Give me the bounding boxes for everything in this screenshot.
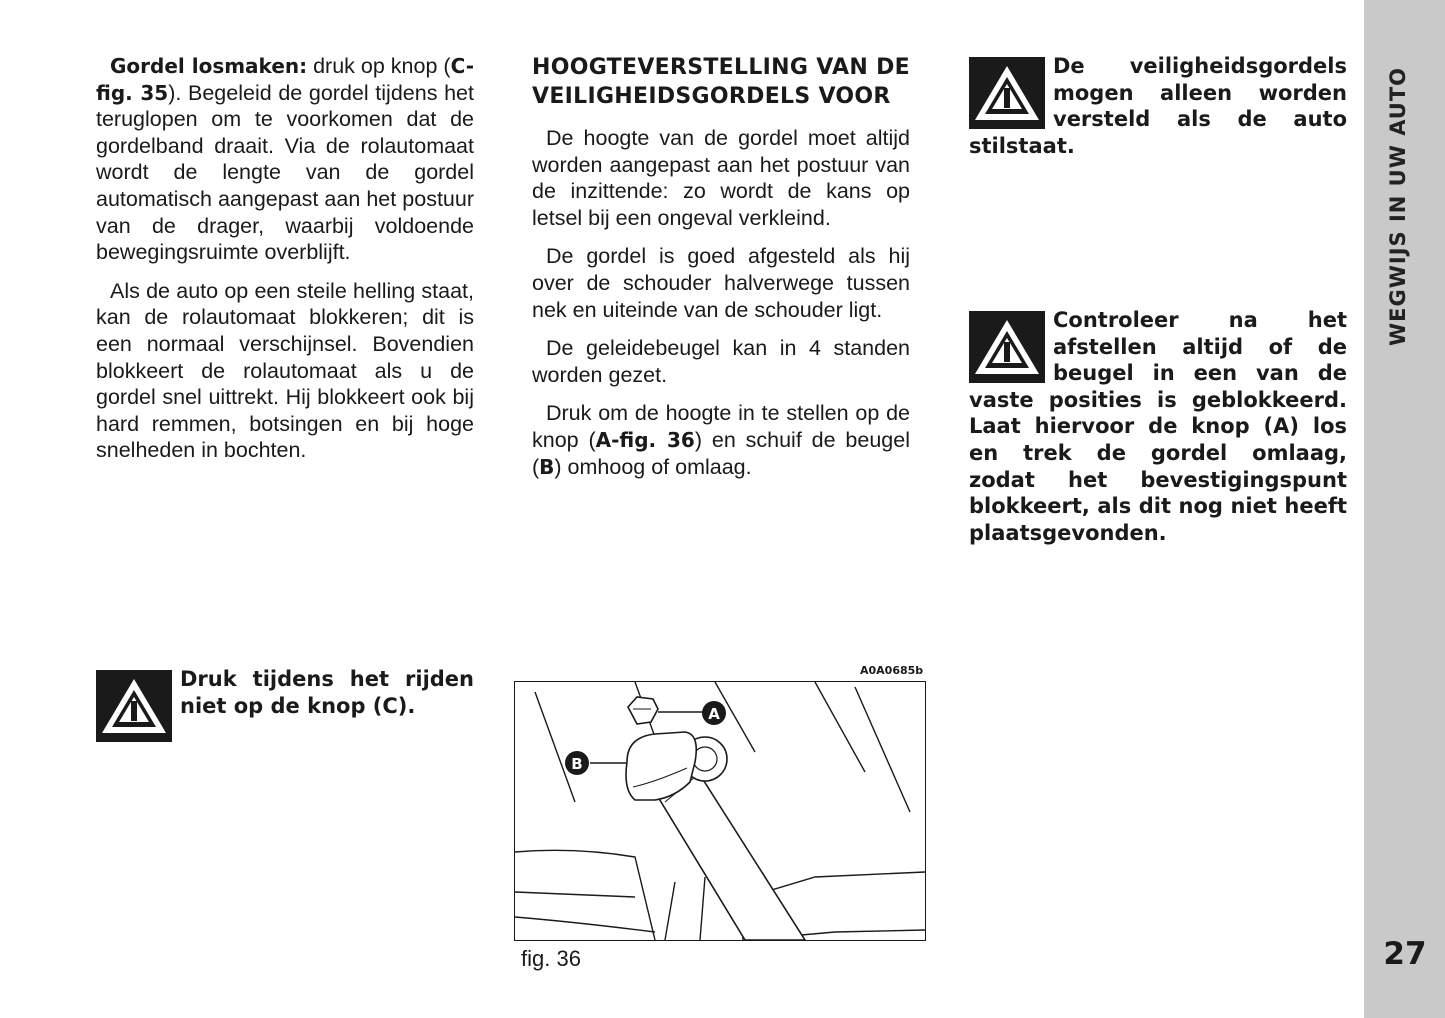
- paragraph-instructions: Druk om de hoogte in te stellen op de knop (A-fig. 36) en schuif de beugel (B) omhoog of omlaag.: [532, 401, 910, 479]
- figure-reference-a: A-fig. 36: [595, 427, 695, 452]
- callout-a-label: A: [708, 705, 720, 723]
- callout-b-label: B: [571, 755, 583, 773]
- warning-triangle-icon: [96, 670, 172, 742]
- warning-text-locking: Controleer na het afstellen altijd of de beugel in een van de vaste posities is geblokkeerd. Laat hiervoor de knop (A) los en trek de gordel omlaag, zodat het bevestigingspunt blokkeert, als dit nog niet heeft plaatsgevonden.: [969, 308, 1347, 545]
- warning-triangle-icon: [969, 57, 1045, 129]
- callout-a: [702, 701, 726, 725]
- page-number: 27: [1383, 936, 1427, 972]
- warning-triangle-icon: [969, 311, 1045, 383]
- warning-box-locking: [969, 307, 1347, 546]
- paragraph-belt-release: Gordel losmaken: druk op knop (C-fig. 35). Begeleid de gordel tijdens het teruglopen om te voorkomen dat de gordelband draait. Via de rolautomaat wordt de lengte van de gordel automatisch aangepast aan het postuur van de drager, waarbij voldoende bewegingsruimte overblijft.: [96, 54, 474, 265]
- warning-text-driving: Druk tijdens het rijden niet op de knop (C).: [180, 667, 474, 718]
- paragraph-correct-fit: De gordel is goed afgesteld als hij over de schouder halverwege tussen nek en uiteinde van de schouder ligt.: [532, 244, 910, 322]
- seatbelt-illustration: [515, 682, 925, 940]
- callout-b: [565, 751, 589, 775]
- figure-reference-b: B: [539, 454, 555, 479]
- warning-box-driving: [96, 666, 474, 744]
- paragraph-retractor: Als de auto op een steile helling staat, kan de rolautomaat blokkeren; dit is een normaal verschijnsel. Bovendien blokkeert de rolautomaat als u de gordel snel uittrekt. Hij blokkeert ook bij hard remmen, botsingen en bij hoge snelheden in bochten.: [96, 278, 474, 463]
- column-middle: [532, 53, 910, 492]
- paragraph-positions: De geleidebeugel kan in 4 standen worden gezet.: [532, 336, 910, 387]
- warning-box-stationary: [969, 53, 1347, 159]
- figure-caption: fig. 36: [521, 946, 581, 971]
- figure-reference: C-fig. 35: [96, 54, 474, 105]
- paragraph-height-adjust: De hoogte van de gordel moet altijd worden aangepast aan het postuur van de inzittende: zo wordt de kans op letsel bij een ongeval verkleind.: [532, 126, 910, 230]
- figure-code: A0A0685b: [860, 664, 924, 677]
- belt-release-lead: Gordel losmaken:: [110, 54, 308, 78]
- figure-36: [514, 681, 926, 941]
- section-heading: HOOGTEVERSTELLING VAN DE VEILIGHEIDSGORDELS VOOR: [532, 55, 910, 109]
- chapter-title: WEGWIJS IN UW AUTO: [1386, 66, 1410, 346]
- warning-text-stationary: De veiligheidsgordels mogen alleen worden versteld als de auto stilstaat.: [969, 54, 1347, 158]
- column-left: [96, 53, 474, 476]
